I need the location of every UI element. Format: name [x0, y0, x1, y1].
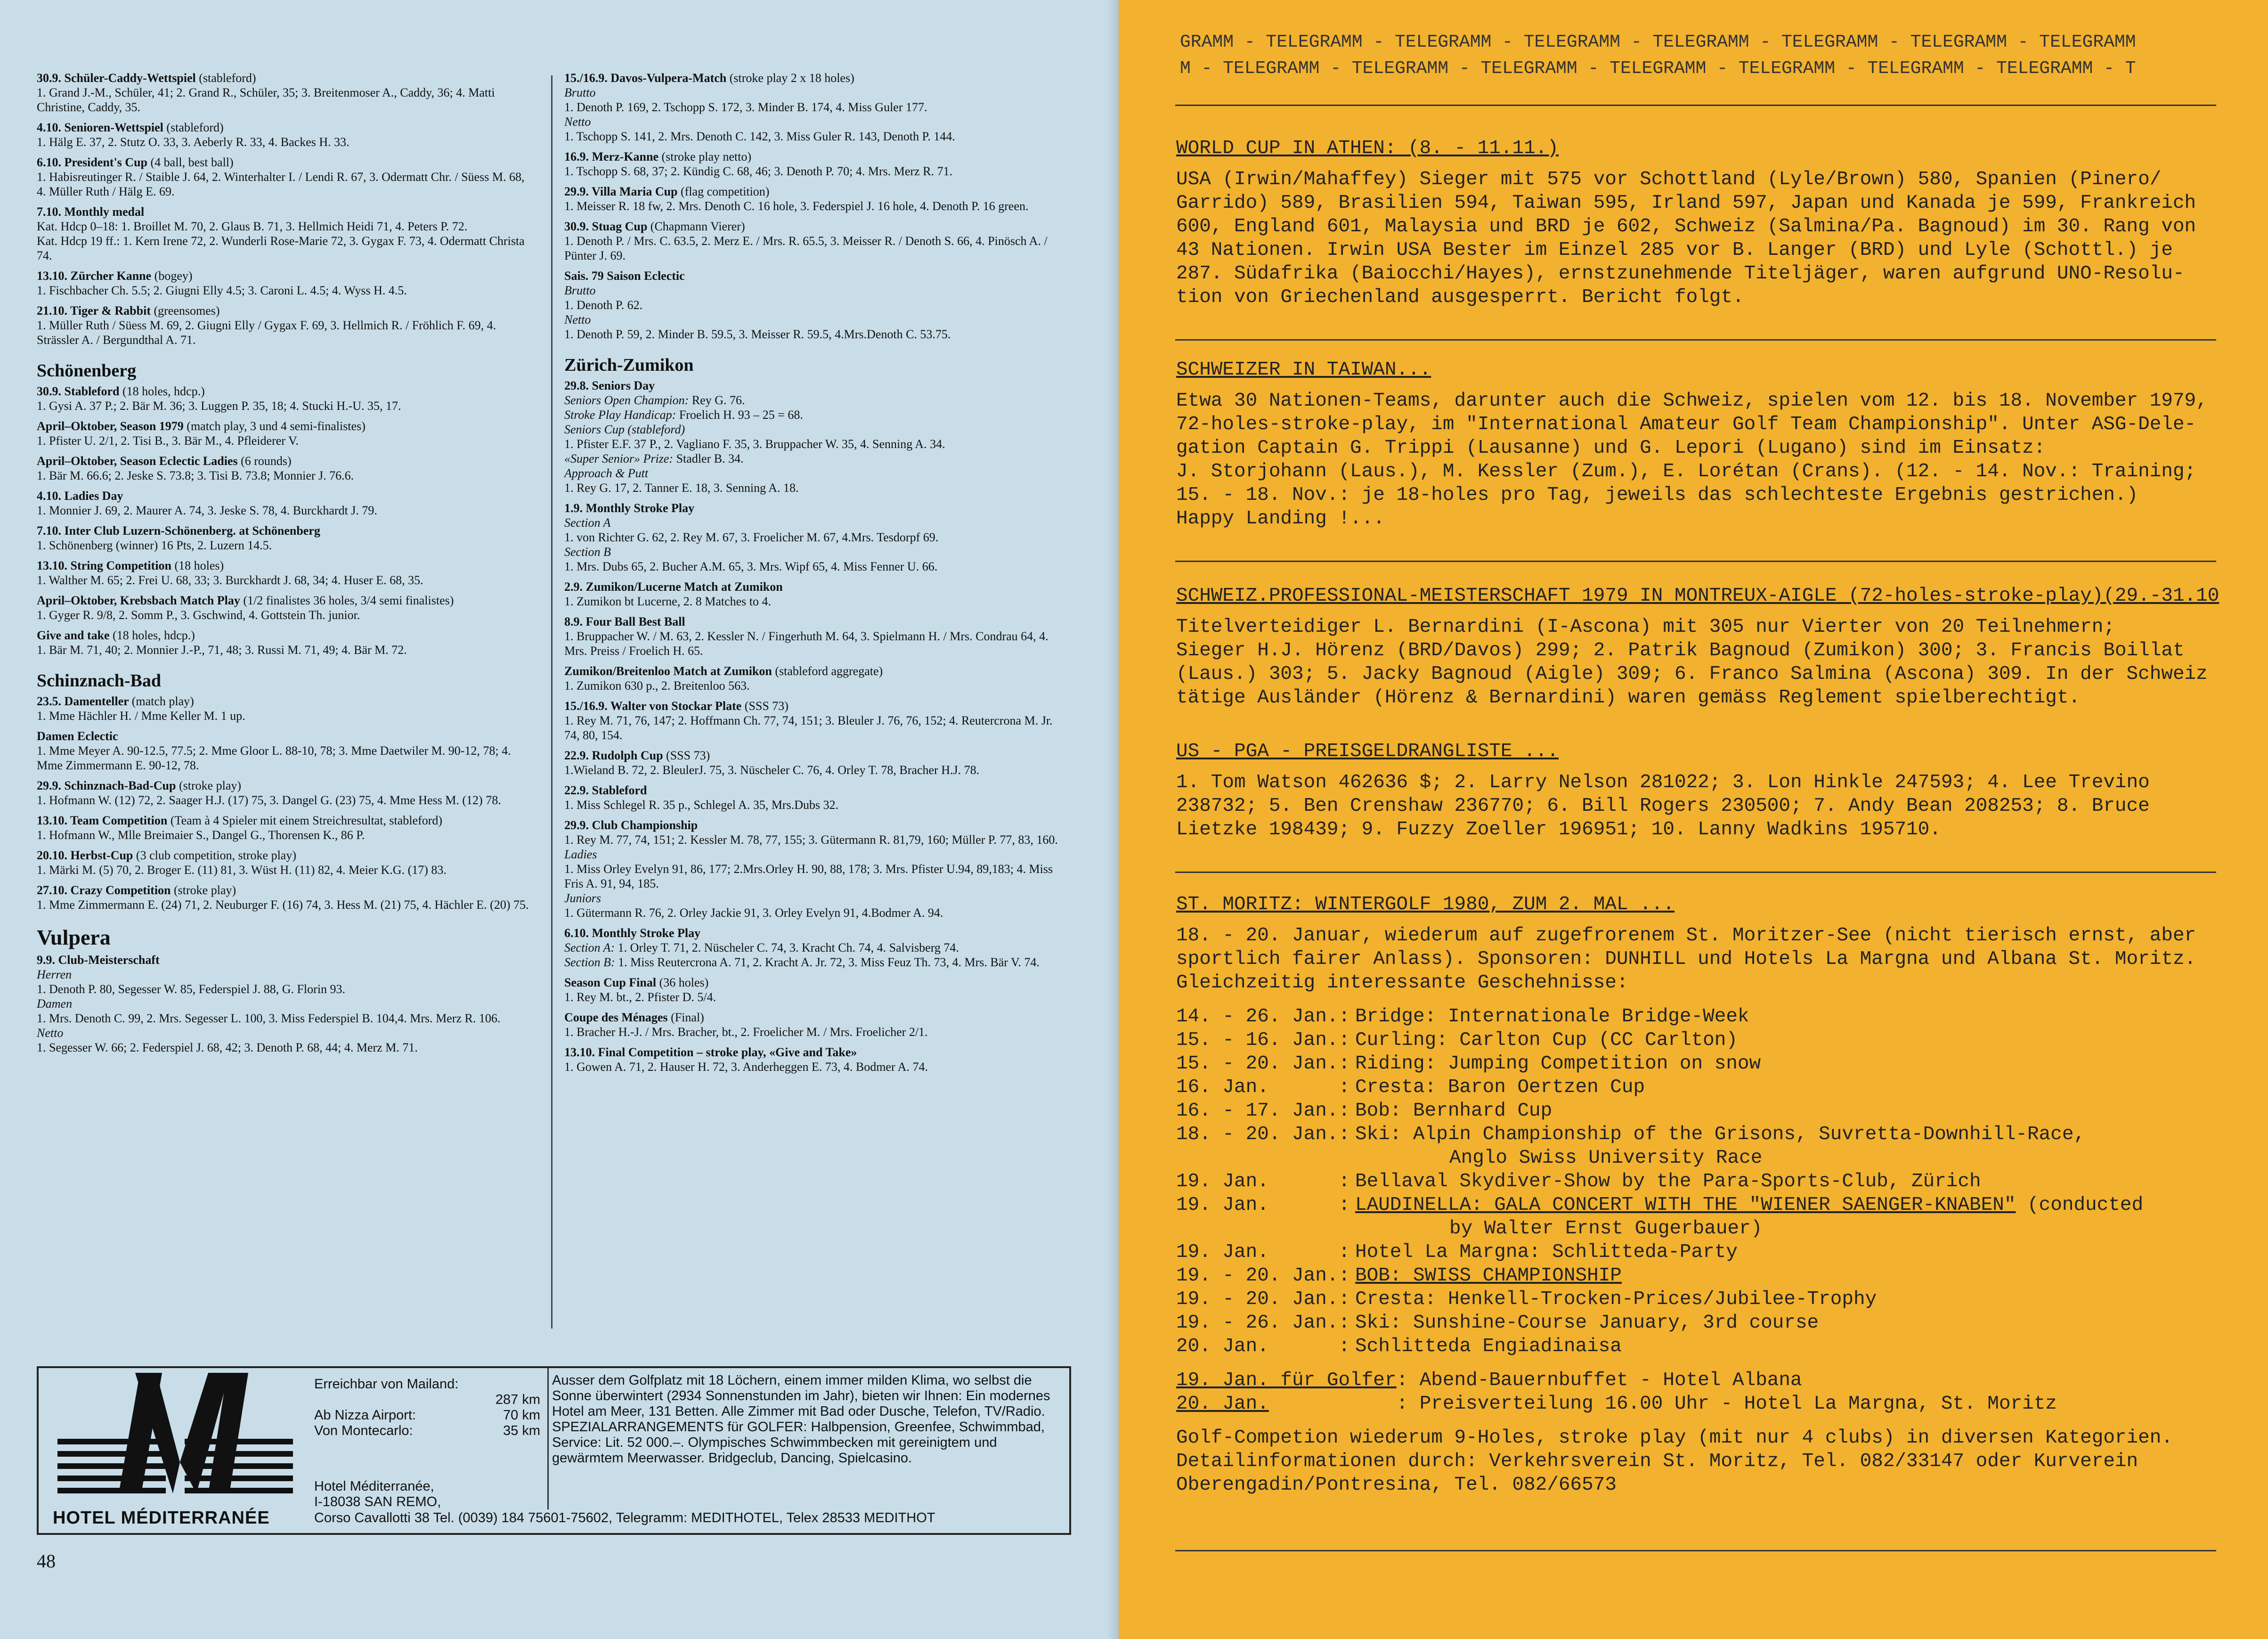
result-entry — [564, 783, 1065, 812]
entry-title: 1.9. Monthly Stroke Play — [564, 501, 695, 515]
entry-line: Damen — [37, 997, 73, 1011]
entry-line: 1. Miss Orley Evelyn 91, 86, 177; 2.Mrs.Orley H. 90, 88, 178; 3. Mrs. Pfister U.94, 89,183; 4. Miss Fris A. 91, 94, 185. — [564, 862, 1053, 890]
entry-line: Section B — [564, 545, 611, 559]
entry-line: 1. Walther M. 65; 2. Frei U. 68, 33; 3. Burckhardt J. 68, 34; 4. Huser E. 68, 35. — [37, 573, 423, 587]
entry-title: 6.10. President's Cup (4 ball, best ball) — [37, 155, 234, 169]
event-row: Anglo Swiss University Race — [1449, 1147, 1763, 1169]
distance-info — [314, 1377, 540, 1439]
entry-line: Ladies — [564, 848, 597, 861]
results-column-2 — [564, 71, 1065, 1080]
club-heading: Schönenberg — [37, 361, 137, 381]
entry-line: 1. Bracher H.-J. / Mrs. Bracher, bt., 2. Froelicher M. / Mrs. Froelicher 2/1. — [564, 1025, 928, 1039]
entry-line: Section A — [564, 516, 611, 530]
entry-line: 1. Müller Ruth / Süess M. 69, 2. Giugni Elly / Gygax F. 69, 3. Hellmich R. / Fröhlich F. 69, 4. Strässler A. / Bergundthal A. 71. — [37, 318, 496, 347]
result-entry — [37, 384, 536, 413]
result-entry — [564, 378, 1065, 495]
result-entry — [37, 729, 536, 773]
entry-line: 1. Pfister E.F. 37 P., 2. Vagliano F. 35, 3. Bruppacher W. 35, 4. Senning A. 34. — [564, 437, 945, 451]
entry-line: 1. Zumikon 630 p., 2. Breitenloo 563. — [564, 679, 750, 693]
entry-title: 9.9. Club-Meisterschaft — [37, 953, 160, 967]
entry-title: April–Oktober, Krebsbach Match Play (1/2 finalistes 36 holes, 3/4 semi finalistes) — [37, 594, 454, 607]
entry-line: 1. Denoth P. 169, 2. Tschopp S. 172, 3. Minder B. 174, 4. Miss Guler 177. — [564, 100, 927, 114]
entry-title: 13.10. Team Competition (Team à 4 Spieler mit einem Streichresultat, stableford) — [37, 814, 443, 827]
result-entry — [564, 149, 1065, 179]
result-entry — [37, 848, 536, 877]
section-heading: WORLD CUP IN ATHEN: (8. - 11.11.) — [1176, 138, 1559, 159]
club-heading: Vulpera — [37, 925, 111, 949]
entry-title: 2.9. Zumikon/Lucerne Match at Zumikon — [564, 580, 783, 594]
result-entry — [37, 523, 536, 553]
entry-title: 7.10. Inter Club Luzern-Schönenberg. at Schönenberg — [37, 524, 320, 538]
entry-line: 1. Habisreutinger R. / Staible J. 64, 2. Winterhalter I. / Lendi R. 67, 3. Odermatt Chr. / Süess M. 68, 4. Müller Ruth / Hälg E. 69. — [37, 170, 525, 198]
result-entry — [37, 71, 536, 114]
entry-line: 1. Rey M. 77, 74, 151; 2. Kessler M. 78, 77, 155; 3. Gütermann R. 81,79, 160; Müller P. 77, 83, 160. — [564, 833, 1058, 847]
golfer-event: 20. Jan. : Preisverteilung 16.00 Uhr - Hotel La Margna, St. Moritz — [1176, 1393, 2057, 1415]
rule — [1175, 872, 2216, 873]
entry-line: 1. von Richter G. 62, 2. Rey M. 67, 3. Froelicher M. 67, 4.Mrs. Tesdorpf 69. — [564, 530, 939, 544]
entry-line: 1. Gyger R. 9/8, 2. Somm P., 3. Gschwind, 4. Gottstein Th. junior. — [37, 608, 360, 622]
entry-title: 29.9. Club Championship — [564, 818, 698, 832]
entry-line: 1. Segesser W. 66; 2. Federspiel J. 68, 42; 3. Denoth P. 68, 44; 4. Merz M. 71. — [37, 1041, 418, 1054]
entry-title: April–Oktober, Season 1979 (match play, 3 und 4 semi-finalistes) — [37, 419, 366, 433]
entry-line: 1. Hofmann W., Mlle Breimaier S., Dangel G., Thorensen K., 86 P. — [37, 828, 365, 842]
entry-line: 1. Monnier J. 69, 2. Maurer A. 74, 3. Jeske S. 78, 4. Burckhardt J. 79. — [37, 504, 377, 517]
entry-line: 1.Wieland B. 72, 2. BleulerJ. 75, 3. Nüscheler C. 76, 4. Orley T. 78, Bracher H.J. 78. — [564, 763, 980, 777]
entry-line: 1. Denoth P. 62. — [564, 298, 643, 312]
club-heading: Zürich-Zumikon — [564, 355, 694, 375]
left-page — [0, 0, 1119, 1639]
result-entry — [564, 1045, 1065, 1074]
entry-line: Herren — [37, 968, 72, 981]
ad-divider — [547, 1368, 549, 1509]
entry-line: 1. Gysi A. 37 P.; 2. Bär M. 36; 3. Luggen P. 35, 18; 4. Stucki H.-U. 35, 17. — [37, 399, 401, 413]
entry-title: 6.10. Monthly Stroke Play — [564, 926, 701, 940]
entry-title: Zumikon/Breitenloo Match at Zumikon (stableford aggregate) — [564, 664, 883, 678]
entry-title: 15./16.9. Davos-Vulpera-Match (stroke play 2 x 18 holes) — [564, 71, 854, 85]
entry-title: 29.8. Seniors Day — [564, 379, 655, 392]
entry-title: 29.9. Schinznach-Bad-Cup (stroke play) — [37, 779, 242, 792]
entry-line: 1. Denoth P. 80, Segesser W. 85, Federspiel J. 88, G. Florin 93. — [37, 982, 346, 996]
entry-line: Seniors Open Champion: Rey G. 76. — [564, 393, 745, 407]
section-taiwan — [1176, 358, 2227, 530]
entry-line: 1. Mme Hächler H. / Mme Keller M. 1 up. — [37, 709, 245, 723]
club-heading: Schinznach-Bad — [37, 671, 161, 691]
entry-title: 22.9. Stableford — [564, 783, 647, 797]
entry-line: 1. Rey M. bt., 2. Pfister D. 5/4. — [564, 990, 716, 1004]
hotel-advertisement — [37, 1366, 1071, 1535]
section-heading: ST. MORITZ: WINTERGOLF 1980, ZUM 2. MAL ... — [1176, 894, 1675, 915]
entry-title: 27.10. Crazy Competition (stroke play) — [37, 883, 236, 897]
entry-line: 1. Gütermann R. 76, 2. Orley Jackie 91, 3. Orley Evelyn 91, 4.Bodmer A. 94. — [564, 906, 943, 920]
entry-line: 1. Tschopp S. 68, 37; 2. Kündig C. 68, 46; 3. Denoth P. 70; 4. Mrs. Merz R. 71. — [564, 164, 952, 178]
entry-line: Netto — [564, 115, 591, 129]
event-row: 15. - 16. Jan.: Curling: Carlton Cup (CC Carlton) — [1176, 1029, 1738, 1051]
entry-title: 13.10. Final Competition – stroke play, «Give and Take» — [564, 1045, 857, 1059]
event-row: by Walter Ernst Gugerbauer) — [1449, 1218, 1763, 1239]
entry-line: 1. Mrs. Denoth C. 99, 2. Mrs. Segesser L. 100, 3. Miss Federspiel B. 104,4. Mrs. Merz R. 106. — [37, 1011, 501, 1025]
event-row: 19. Jan. : Bellaval Skydiver-Show by the Para-Sports-Club, Zürich — [1176, 1171, 1981, 1192]
event-row: 19. Jan. : Hotel La Margna: Schlitteda-Party — [1176, 1241, 1738, 1263]
entry-line: 1. Tschopp S. 141, 2. Mrs. Denoth C. 142, 3. Miss Guler R. 143, Denoth P. 144. — [564, 130, 955, 143]
result-entry — [564, 975, 1065, 1004]
entry-line: 1. Fischbacher Ch. 5.5; 2. Giugni Elly 4.5; 3. Caroni L. 4.5; 4. Wyss H. 4.5. — [37, 284, 407, 297]
entry-line: 1. Bruppacher W. / M. 63, 2. Kessler N. / Fingerhuth M. 64, 3. Spielmann H. / Mrs. Condrau 64, 4. Mrs. Preiss / Froelich H. 65. — [564, 629, 1049, 658]
entry-line: Netto — [37, 1026, 64, 1040]
event-row: 16. - 17. Jan.: Bob: Bernhard Cup — [1176, 1100, 1553, 1122]
entry-title: 4.10. Ladies Day — [37, 489, 123, 503]
result-entry — [37, 120, 536, 149]
entry-line: 1. Hälg E. 37, 2. Stutz O. 33, 3. Aeberly R. 33, 4. Backes H. 33. — [37, 135, 350, 149]
entry-title: 30.9. Stuag Cup (Chapmann Vierer) — [564, 220, 745, 233]
section-text: 1. Tom Watson 462636 $; 2. Larry Nelson 281022; 3. Lon Hinkle 247593; 4. Lee Trevino 238732; 5. Ben Crenshaw 236770; 6. Bill Rogers 230500; 7. Andy Bean 208253; 8. Bruce Lietzke 198439; 9. Fuzzy Zoeller 196951; 10. Lanny Wadkins 195710. — [1176, 772, 2150, 840]
entry-title: April–Oktober, Season Eclectic Ladies (6 rounds) — [37, 454, 292, 468]
rule — [1175, 339, 2216, 341]
entry-title: 8.9. Four Ball Best Ball — [564, 615, 685, 628]
entry-line: 1. Schönenberg (winner) 16 Pts, 2. Luzern 14.5. — [37, 538, 272, 552]
entry-title: 22.9. Rudolph Cup (SSS 73) — [564, 749, 710, 762]
entry-line: 1. Denoth P. 59, 2. Minder B. 59.5, 3. Meisser R. 59.5, 4.Mrs.Denoth C. 53.75. — [564, 327, 951, 341]
section-intro: 18. - 20. Januar, wiederum auf zugefrorenem St. Moritzer-See (nicht tierisch ernst, aber sportlich fairer Anlass). Sponsoren: DUNHILL und Hotels La Margna und Albana St. Moritz. Gleichzeitig interessante Geschehnisse: — [1176, 925, 2196, 994]
result-entry — [564, 614, 1065, 658]
right-page — [1119, 0, 2268, 1639]
results-column-1 — [37, 71, 536, 1060]
result-entry — [564, 1010, 1065, 1039]
entry-line: 1. Bär M. 66.6; 2. Jeske S. 73.8; 3. Tisi B. 73.8; Monnier J. 76.6. — [37, 469, 354, 482]
section-professional-championship — [1176, 584, 2227, 709]
result-entry — [564, 501, 1065, 574]
result-entry — [37, 454, 536, 483]
section-heading: US - PGA - PREISGELDRANGLISTE ... — [1176, 741, 1559, 762]
entry-title: 30.9. Stableford (18 holes, hdcp.) — [37, 384, 205, 398]
result-entry — [37, 303, 536, 347]
entry-title: Season Cup Final (36 holes) — [564, 976, 709, 989]
distance-row: Ab Nizza Airport: 70 km — [314, 1408, 540, 1423]
entry-line: Juniors — [564, 891, 601, 905]
hotel-description: Ausser dem Golfplatz mit 18 Löchern, einem immer milden Klima, wo selbst die Sonne überwintert (2934 Sonnenstunden im Jahr), bieten wir Ihnen: Ein modernes Hotel am Meer, 131 Betten. Alle Zimmer mit Bad oder Dusche, Telefon, TV/Radio. SPEZIALARRANGEMENTS für GOLFER: Halbpension, Greenfee, Schwimmbad, Service: Lit. 52 000.–. Olympisches Schwimmbecken mit gereinigtem und gewärmtem Meerwasser. Bridgeclub, Dancing, Spielcasino. — [552, 1373, 1050, 1466]
entry-line: 1. Märki M. (5) 70, 2. Broger E. (11) 81, 3. Wüst H. (11) 82, 4. Meier K.G. (17) 83. — [37, 863, 447, 877]
event-row: 14. - 26. Jan.: Bridge: Internationale Bridge-Week — [1176, 1006, 1749, 1027]
entry-title: Give and take (18 holes, hdcp.) — [37, 628, 195, 642]
section-closing: Golf-Competion wiederum 9-Holes, stroke play (mit nur 4 clubs) in diversen Kategorien. Detailinformationen durch: Verkehrsverein St. Moritz, Tel. 082/33147 oder Kurverein Oberengadin/Pontresina, Tel. 082/66573 — [1176, 1427, 2173, 1496]
entry-title: 20.10. Herbst-Cup (3 club competition, stroke play) — [37, 848, 296, 862]
entry-line: 1. Hofmann W. (12) 72, 2. Saager H.J. (17) 75, 3. Dangel G. (23) 75, 4. Mme Hess M. (12) 78. — [37, 793, 501, 807]
entry-line: 1. Gowen A. 71, 2. Hauser H. 72, 3. Anderheggen E. 73, 4. Bodmer A. 74. — [564, 1060, 928, 1074]
entry-title: 21.10. Tiger & Rabbit (greensomes) — [37, 304, 220, 318]
golfer-event: 19. Jan. für Golfer : Abend-Bauernbuffet - Hotel Albana — [1176, 1370, 1802, 1391]
entry-title: 16.9. Merz-Kanne (stroke play netto) — [564, 150, 752, 163]
entry-line: Section A: 1. Orley T. 71, 2. Nüscheler C. 74, 3. Kracht Ch. 74, 4. Salvisberg 74. — [564, 941, 959, 954]
rule — [1175, 561, 2216, 562]
result-entry — [37, 883, 536, 912]
hotel-contact: Corso Cavallotti 38 Tel. (0039) 184 75601-75602, Telegramm: MEDITHOTEL, Telex 28533 MEDITHOT — [314, 1510, 935, 1525]
entry-line: Kat. Hdcp 0–18: 1. Broillet M. 70, 2. Glaus B. 71, 3. Hellmich Heidi 71, 4. Peters P. 72. — [37, 220, 468, 233]
distance-row: 287 km — [495, 1392, 540, 1407]
section-text: Etwa 30 Nationen-Teams, darunter auch die Schweiz, spielen vom 12. bis 18. November 1979, 72-holes-stroke-play, im "International Amateur Golf Team Championship". Unter ASG-Dele- gation Captain G. Trippi (Lausanne) und G. Lepori (Lugano) sind im Einsatz: J. Storjohann (Laus.), M. Kessler (Zum.), E. Lorétan (Crans). (12. - 14. Nov.: Training; 15. - 18. Nov.: je 18-holes pro Tag, jeweils das schlechteste Ergebnis gestrichen.) Happy Landing !... — [1176, 390, 2208, 530]
section-text: Titelverteidiger L. Bernardini (I-Ascona) mit 305 nur Vierter von 20 Teilnehmern; Sieger H.J. Hörenz (BRD/Davos) 299; 2. Patrik Bagnoud (Zumikon) 300; 3. Francis Boillat (Laus.) 303; 5. Jacky Bagnoud (Aigle) 309; 6. Franco Salmina (Ascona) 309. In der Schweiz tätige Ausländer (Hörenz & Bernardini) waren gemäss Reglement spielberechtigt. — [1176, 616, 2208, 709]
entry-title: Coupe des Ménages (Final) — [564, 1011, 704, 1024]
result-entry — [37, 155, 536, 199]
entry-title: 7.10. Monthly medal — [37, 205, 145, 219]
result-entry — [564, 579, 1065, 609]
entry-title: 23.5. Damenteller (match play) — [37, 694, 194, 708]
entry-line: Seniors Cup (stableford) — [564, 423, 685, 436]
result-entry — [37, 558, 536, 587]
event-row: 16. Jan. : Cresta: Baron Oertzen Cup — [1176, 1076, 1645, 1098]
result-entry — [37, 593, 536, 622]
column-divider — [551, 75, 553, 1329]
result-entry — [564, 664, 1065, 693]
result-entry — [37, 419, 536, 448]
entry-line: 1. Grand J.-M., Schüler, 41; 2. Grand R., Schüler, 35; 3. Breitenmoser A., Caddy, 36; 4. Matti Christine, Caddy, 35. — [37, 86, 495, 114]
result-entry — [37, 269, 536, 298]
event-row: 19. Jan. : LAUDINELLA: GALA CONCERT WITH THE "WIENER SAENGER-KNABEN" (conducted — [1176, 1194, 2144, 1216]
entry-line: Brutto — [564, 86, 596, 99]
entry-line: 1. Denoth P. / Mrs. C. 63.5, 2. Merz E. / Mrs. R. 65.5, 3. Meisser R. / Denoth S. 66, 4. Pinösch A. / Pünter J. 69. — [564, 234, 1048, 262]
entry-line: 1. Rey M. 71, 76, 147; 2. Hoffmann Ch. 77, 74, 151; 3. Bleuler J. 76, 76, 152; 4. Reutercrona M. Jr. 74, 80, 154. — [564, 714, 1053, 742]
result-entry — [37, 694, 536, 723]
entry-title: 30.9. Schüler-Caddy-Wettspiel (stableford) — [37, 71, 256, 85]
hotel-name: HOTEL MÉDITERRANÉE — [53, 1508, 270, 1528]
rule — [1175, 105, 2216, 106]
result-entry — [564, 184, 1065, 213]
entry-title: 15./16.9. Walter von Stockar Plate (SSS 73) — [564, 699, 789, 713]
entry-line: Brutto — [564, 284, 596, 297]
event-row: 19. - 20. Jan.: Cresta: Henkell-Trocken-Prices/Jubilee-Trophy — [1176, 1288, 1877, 1310]
entry-line: Stroke Play Handicap: Froelich H. 93 – 25 = 68. — [564, 408, 803, 422]
entry-title: 29.9. Villa Maria Cup (flag competition) — [564, 185, 770, 198]
hotel-address: Hotel Méditerranée, I-18038 SAN REMO, — [314, 1479, 441, 1509]
entry-title: Sais. 79 Saison Eclectic — [564, 269, 685, 283]
result-entry — [564, 269, 1065, 342]
event-row: 19. - 20. Jan.: BOB: SWISS CHAMPIONSHIP — [1176, 1265, 1622, 1287]
entry-title: 13.10. String Competition (18 holes) — [37, 559, 224, 572]
telegramm-banner: GRAMM - TELEGRAMM - TELEGRAMM - TELEGRAMM - TELEGRAMM - TELEGRAMM - TELEGRAMM - TELEGRAMM M - TELEGRAMM - TELEGRAMM - TELEGRAMM - TELEGRAMM - TELEGRAMM - TELEGRAMM - TELEGRAMM - T — [1180, 32, 2136, 79]
entry-line: 1. Meisser R. 18 fw, 2. Mrs. Denoth C. 16 hole, 3. Federspiel J. 16 hole, 4. Denoth P. 16 green. — [564, 199, 1029, 213]
event-row: 20. Jan. : Schlitteda Engiadinaisa — [1176, 1336, 1622, 1357]
distance-row: Von Montecarlo: 35 km — [314, 1423, 540, 1438]
event-row: 15. - 20. Jan.: Riding: Jumping Competition on snow — [1176, 1053, 1761, 1075]
entry-line: Netto — [564, 313, 591, 326]
section-world-cup — [1176, 137, 2227, 309]
entry-title: Damen Eclectic — [37, 729, 118, 743]
page-number: 48 — [37, 1550, 56, 1572]
section-st-moritz — [1176, 893, 2227, 1497]
result-entry — [37, 204, 536, 263]
result-entry — [564, 699, 1065, 742]
entry-line: Approach & Putt — [564, 466, 649, 480]
entry-title: 4.10. Senioren-Wettspiel (stableford) — [37, 121, 224, 134]
section-heading: SCHWEIZER IN TAIWAN... — [1176, 359, 1431, 381]
result-entry — [564, 926, 1065, 970]
section-pga-money-list — [1176, 740, 2227, 841]
entry-line: 1. Zumikon bt Lucerne, 2. 8 Matches to 4. — [564, 595, 772, 608]
entry-line: 1. Miss Schlegel R. 35 p., Schlegel A. 35, Mrs.Dubs 32. — [564, 798, 839, 812]
entry-line: 1. Rey G. 17, 2. Tanner E. 18, 3. Senning A. 18. — [564, 481, 799, 495]
result-entry — [37, 778, 536, 807]
section-heading: SCHWEIZ.PROFESSIONAL-MEISTERSCHAFT 1979 IN MONTREUX-AIGLE (72-holes-stroke-play)(29.-31.10 — [1176, 585, 2219, 607]
event-list — [1176, 1005, 2227, 1358]
result-entry — [564, 219, 1065, 263]
result-entry — [37, 628, 536, 657]
reach-title: Erreichbar von Mailand: — [314, 1377, 459, 1392]
result-entry — [564, 71, 1065, 144]
entry-title: 13.10. Zürcher Kanne (bogey) — [37, 269, 193, 283]
event-row: 19. - 26. Jan.: Ski: Sunshine-Course January, 3rd course — [1176, 1312, 1819, 1334]
section-text: USA (Irwin/Mahaffey) Sieger mit 575 vor Schottland (Lyle/Brown) 580, Spanien (Pinero/ Garrido) 589, Brasilien 594, Taiwan 595, Irland 597, Japan und Kanada je 599, Frankreich 600, England 601, Malaysia und BRD je 602, Schweiz (Salmina/Pa. Bagnoud) im 30. Rang von 43 Nationen. Irwin USA Bester im Einzel 285 vor B. Langer (BRD) und Lyle (Schottl.) je 287. Südafrika (Baiocchi/Hayes), ernstzunehmende Titeljäger, waren aufgrund UNO-Resolu- tion von Griechenland ausgesperrt. Bericht folgt. — [1176, 169, 2196, 308]
entry-line: Kat. Hdcp 19 ff.: 1. Kern Irene 72, 2. Wunderli Rose-Marie 72, 3. Gygax F. 73, 4. Odermatt Christa 74. — [37, 234, 525, 262]
result-entry — [37, 813, 536, 842]
event-row: 18. - 20. Jan.: Ski: Alpin Championship of the Grisons, Suvretta-Downhill-Race, — [1176, 1124, 2086, 1145]
entry-line: «Super Senior» Prize: Stadler B. 34. — [564, 452, 744, 465]
entry-line: 1. Pfister U. 2/1, 2. Tisi B., 3. Bär M., 4. Pfleiderer V. — [37, 434, 299, 448]
entry-line: 1. Mrs. Dubs 65, 2. Bucher A.M. 65, 3. Mrs. Wipf 65, 4. Miss Fenner U. 66. — [564, 560, 938, 573]
result-entry — [37, 489, 536, 518]
result-entry — [564, 818, 1065, 920]
result-entry — [37, 953, 536, 1055]
entry-line: 1. Mme Zimmermann E. (24) 71, 2. Neuburger F. (16) 74, 3. Hess M. (21) 75, 4. Hächler E. (20) 75. — [37, 898, 529, 912]
entry-line: Section B: 1. Miss Reutercrona A. 71, 2. Kracht A. Jr. 72, 3. Miss Feuz Th. 73, 4. Mrs. Bär V. 74. — [564, 955, 1040, 969]
entry-line: 1. Mme Meyer A. 90-12.5, 77.5; 2. Mme Gloor L. 88-10, 78; 3. Mme Daetwiler M. 90-12, 78; 4. Mme Zimmermann E. 90-12, 78. — [37, 744, 511, 772]
rule — [1175, 1550, 2216, 1551]
entry-line: 1. Bär M. 71, 40; 2. Monnier J.-P., 71, 48; 3. Russi M. 71, 49; 4. Bär M. 72. — [37, 643, 407, 657]
result-entry — [564, 748, 1065, 777]
